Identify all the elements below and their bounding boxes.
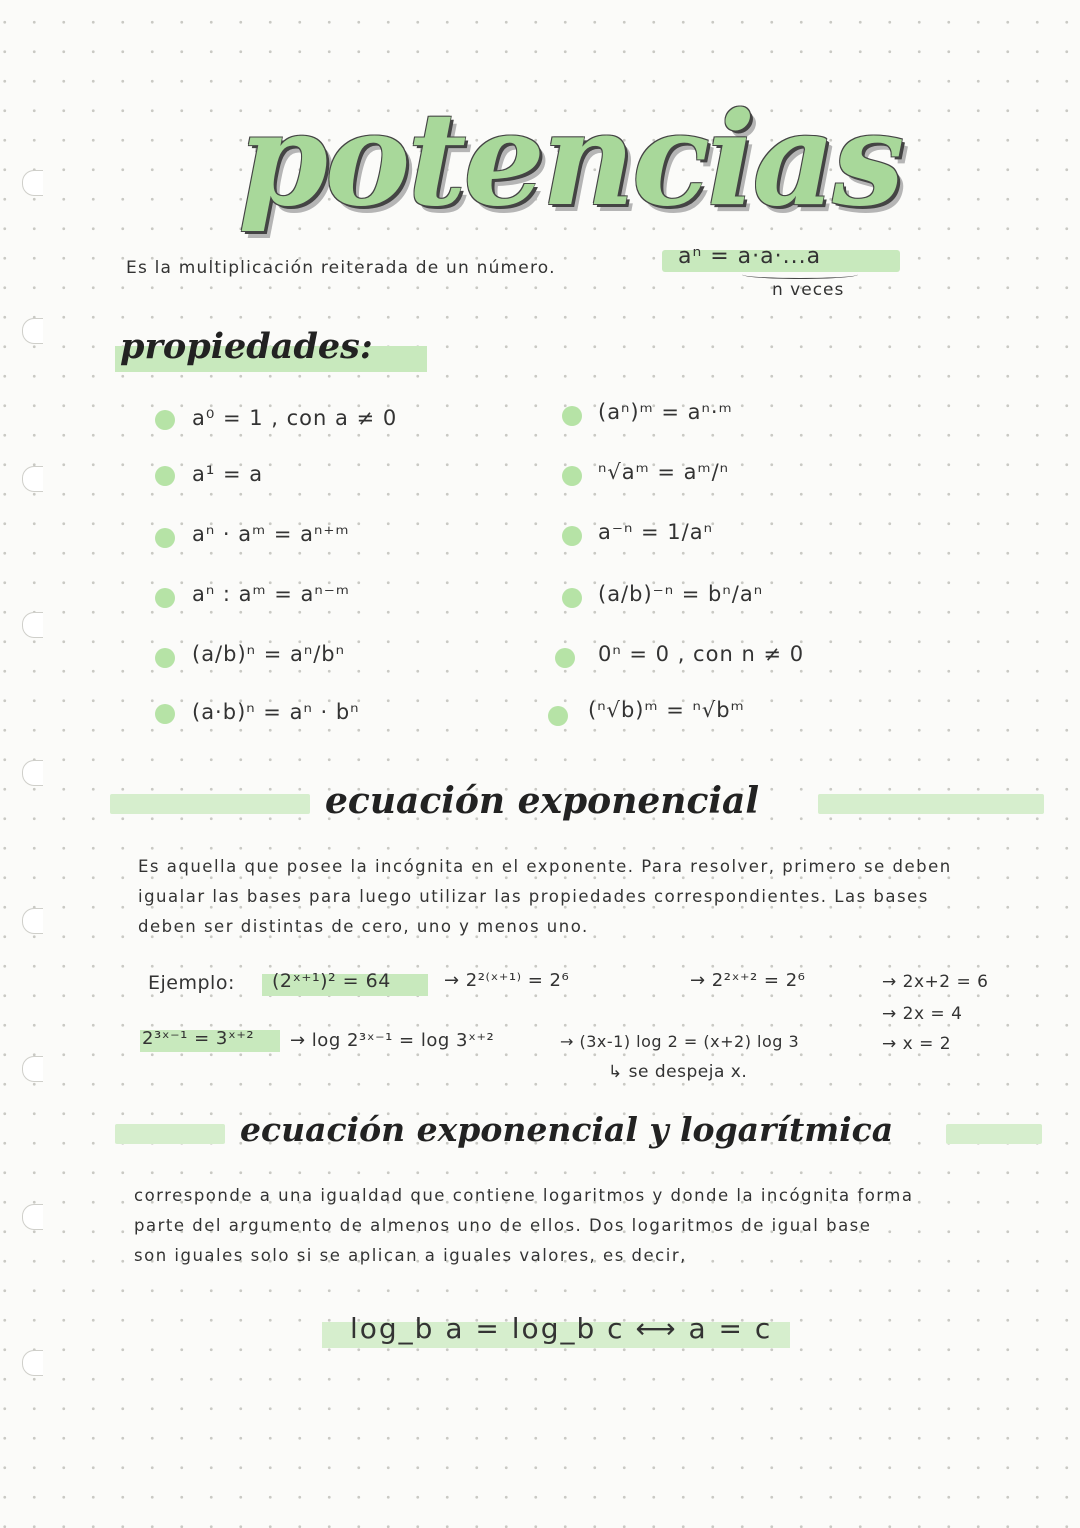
power-definition-subscript: n veces <box>772 280 845 300</box>
paragraph-line: corresponde a una igualdad que contiene logaritmos y donde la incógnita forma <box>134 1186 914 1205</box>
binder-hole <box>22 1204 43 1230</box>
paragraph-line: igualar las bases para luego utilizar las propiedades correspondientes. Las bases <box>138 887 929 906</box>
property-item: (ⁿ√b)ᵐ = ⁿ√bᵐ <box>588 698 745 722</box>
bullet-dot <box>562 526 582 546</box>
bullet-dot <box>562 466 582 486</box>
propiedades-heading: propiedades: <box>120 326 373 367</box>
ecuacion-exp-log-heading: ecuación exponencial y logarítmica <box>240 1110 894 1149</box>
property-item: ⁿ√aᵐ = aᵐ/ⁿ <box>598 460 730 484</box>
binder-hole <box>22 760 43 786</box>
intro-text: Es la multiplicación reiterada de un número. <box>126 258 556 278</box>
bullet-dot <box>155 410 175 430</box>
example2-note: ↳ se despeja x. <box>608 1062 748 1082</box>
example-equation: (2ˣ⁺¹)² = 64 <box>272 970 391 992</box>
page-title: potencias <box>238 85 902 235</box>
bullet-dot <box>155 466 175 486</box>
heading-bar-right <box>946 1124 1042 1144</box>
bullet-dot <box>155 528 175 548</box>
property-item: aⁿ : aᵐ = aⁿ⁻ᵐ <box>192 582 350 606</box>
paragraph-line: son iguales solo si se aplican a iguales valores, es decir, <box>134 1246 687 1265</box>
bullet-dot <box>155 648 175 668</box>
heading-bar-left <box>110 794 310 814</box>
property-item: a⁻ⁿ = 1/aⁿ <box>598 520 713 544</box>
example-label: Ejemplo: <box>148 972 235 994</box>
example-step: → x = 2 <box>882 1034 952 1054</box>
property-item: (a·b)ⁿ = aⁿ · bⁿ <box>192 700 360 724</box>
property-item: (a/b)ⁿ = aⁿ/bⁿ <box>192 642 345 666</box>
heading-bar-left <box>115 1124 225 1144</box>
paragraph-line: Es aquella que posee la incógnita en el exponente. Para resolver, primero se deben <box>138 857 952 876</box>
binder-hole <box>22 612 43 638</box>
bullet-dot <box>562 588 582 608</box>
example-step: → 2²ˣ⁺² = 2⁶ <box>690 970 806 991</box>
bullet-dot <box>548 706 568 726</box>
property-item: a⁰ = 1 , con a ≠ 0 <box>192 406 398 430</box>
binder-hole <box>22 170 43 196</box>
power-definition-formula: aⁿ = a·a·...a <box>678 244 822 269</box>
binder-hole <box>22 1056 43 1082</box>
example-step: → 2x = 4 <box>882 1004 963 1024</box>
underbrace <box>742 270 858 279</box>
property-item: 0ⁿ = 0 , con n ≠ 0 <box>598 642 805 666</box>
property-item: aⁿ · aᵐ = aⁿ⁺ᵐ <box>192 522 350 546</box>
binder-hole <box>22 318 43 344</box>
example-step: → 2x+2 = 6 <box>882 972 989 992</box>
example2-step: → (3x-1) log 2 = (x+2) log 3 <box>560 1032 800 1051</box>
bullet-dot <box>555 648 575 668</box>
log-equality-formula: log_b a = log_b c ⟷ a = c <box>350 1312 773 1345</box>
bullet-dot <box>155 704 175 724</box>
binder-hole <box>22 1350 43 1376</box>
example2-equation: 2³ˣ⁻¹ = 3ˣ⁺² <box>142 1028 255 1049</box>
ecuacion-exponencial-heading: ecuación exponencial <box>325 780 760 822</box>
property-item: a¹ = a <box>192 462 264 486</box>
bullet-dot <box>562 406 582 426</box>
heading-bar-right <box>818 794 1044 814</box>
property-item: (aⁿ)ᵐ = aⁿ·ᵐ <box>598 400 733 424</box>
binder-hole <box>22 908 43 934</box>
binder-hole <box>22 466 43 492</box>
bullet-dot <box>155 588 175 608</box>
paragraph-line: deben ser distintas de cero, uno y menos uno. <box>138 917 589 936</box>
example2-step: → log 2³ˣ⁻¹ = log 3ˣ⁺² <box>290 1030 495 1051</box>
example-step: → 2²⁽ˣ⁺¹⁾ = 2⁶ <box>444 970 570 991</box>
property-item: (a/b)⁻ⁿ = bⁿ/aⁿ <box>598 582 764 606</box>
paragraph-line: parte del argumento de almenos uno de ellos. Dos logaritmos de igual base <box>134 1216 872 1235</box>
